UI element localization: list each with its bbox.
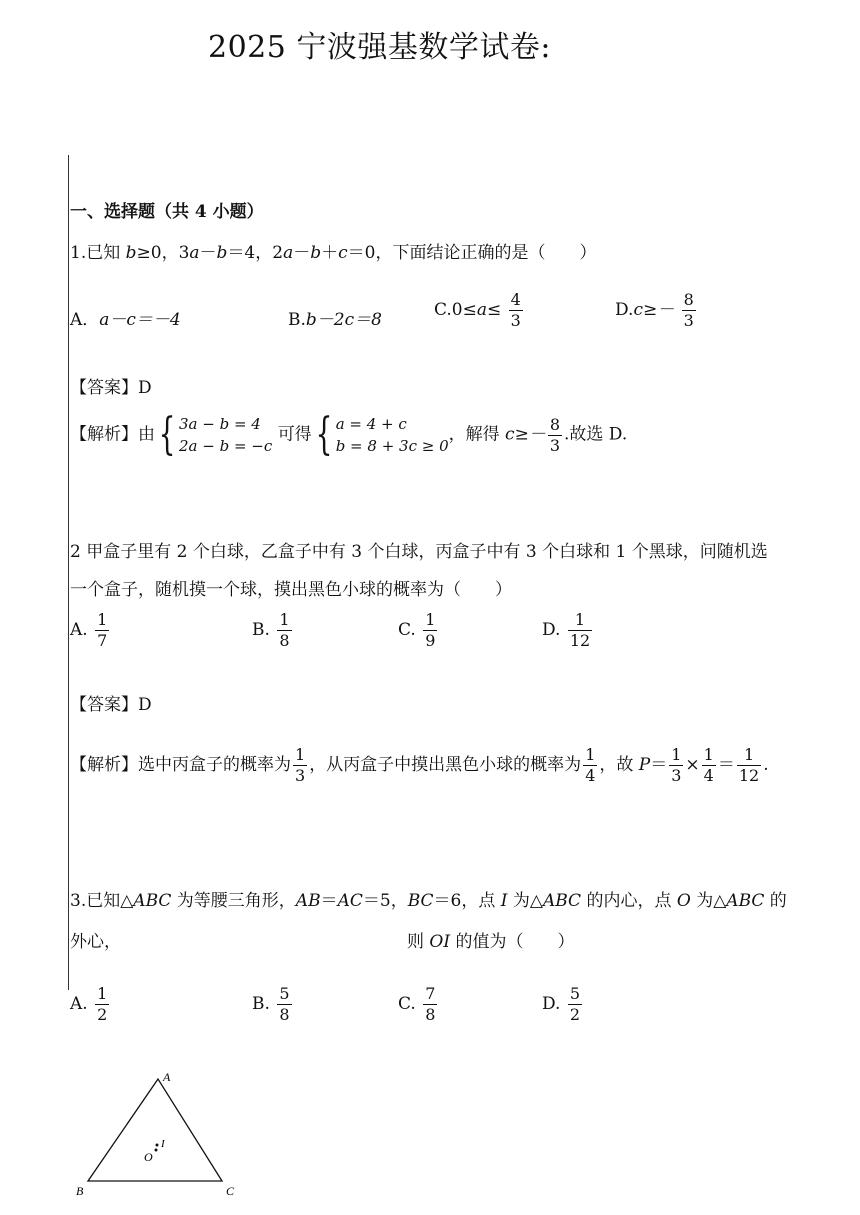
q1-option-a: A．a－c＝－4 [70,310,181,330]
fraction: $\frac{1}{4}$ [703,745,714,785]
fraction: $\frac{5}{8}$ [279,984,290,1024]
section-heading: 一、选择题（共 4 小题） [70,202,264,222]
fraction: $\frac{4}{3}$ [510,290,521,330]
q3-option-d: D. $\frac{5}{2}$ [542,984,581,1024]
fraction: $\frac{1}{8}$ [279,610,290,650]
label-c: C [226,1184,235,1198]
fraction: $\frac{8}{3}$ [549,414,560,455]
triangle-abc [88,1079,222,1181]
label-a: A [163,1070,171,1084]
point-i [156,1144,159,1147]
fraction: $\frac{1}{9}$ [425,610,436,650]
q2-option-b: B. $\frac{1}{8}$ [252,610,290,650]
q2-stem-line1: 2 甲盒子里有 2 个白球，乙盒子中有 3 个白球，丙盒子中有 3 个白球和 1 个黑球，问随机选 [70,542,768,562]
label-o: O [144,1150,153,1164]
page-title: 2025 宁波强基数学试卷: [208,30,551,65]
fraction: $\frac{1}{2}$ [97,984,108,1024]
fraction: $\frac{7}{8}$ [425,984,436,1024]
q1-analysis: 【解析】由{ 3a − b = 4 2a − b = −c 可得{ a = 4 + c b = 8 + 3c ≥ 0，解得 c≥－ $\frac{8}{3}$ .故选 D. [70,409,628,460]
fraction: $\frac{1}{4}$ [585,745,596,785]
fraction: $\frac{1}{12}$ [738,745,760,785]
q3-option-b: B. $\frac{5}{8}$ [252,984,290,1024]
q2-option-c: C. $\frac{1}{9}$ [398,610,436,650]
q2-answer: 【答案】D [70,695,152,715]
q1-option-b: B.b－2c＝8 [288,310,382,330]
fraction: $\frac{1}{3}$ [671,745,682,785]
fraction: $\frac{5}{2}$ [569,984,581,1024]
q2-analysis: 【解析】选中丙盒子的概率为 $\frac{1}{3}$ ，从丙盒子中摸出黑色小球的概率为 $\frac{1}{4}$ ，故 P＝ $\frac{1}{3}$ × $\frac{1}{4}$ ＝ $\frac{1}{12}$ . [70,745,769,785]
q3-stem-line2b: 则 OI 的值为（ ） [407,932,575,952]
q1-answer: 【答案】D [70,378,152,398]
triangle-figure [70,1065,260,1205]
q2-option-d: D. $\frac{1}{12}$ [542,610,591,650]
q3-stem-line1: 3.已知△ABC 为等腰三角形，AB＝AC＝5，BC＝6，点 I 为△ABC 的内心，点 O 为△ABC 的 [70,891,787,911]
q1-option-c: C.0≤a≤ $\frac{4}{3}$ [434,290,521,330]
fraction: $\frac{1}{12}$ [569,610,591,650]
fraction: $\frac{1}{7}$ [97,610,108,650]
q3-option-c: C. $\frac{7}{8}$ [398,984,436,1024]
q2-stem-line2: 一个盒子，随机摸一个球，摸出黑色小球的概率为（ ） [70,580,512,600]
q2-option-a: A. $\frac{1}{7}$ [70,610,108,650]
fraction: $\frac{8}{3}$ [683,290,694,330]
label-i: I [161,1138,165,1150]
q3-option-a: A. $\frac{1}{2}$ [70,984,108,1024]
q3-stem-line2a: 外心， [70,932,121,952]
fraction: $\frac{1}{3}$ [295,745,306,785]
q1-option-d: D.c≥－ $\frac{8}{3}$ [615,290,694,330]
point-o [155,1149,158,1152]
label-b: B [76,1184,84,1198]
q1-stem: 1.已知 b≥0，3a－b＝4，2a－b＋c＝0，下面结论正确的是（ ） [70,243,597,263]
margin-rule [68,155,69,990]
